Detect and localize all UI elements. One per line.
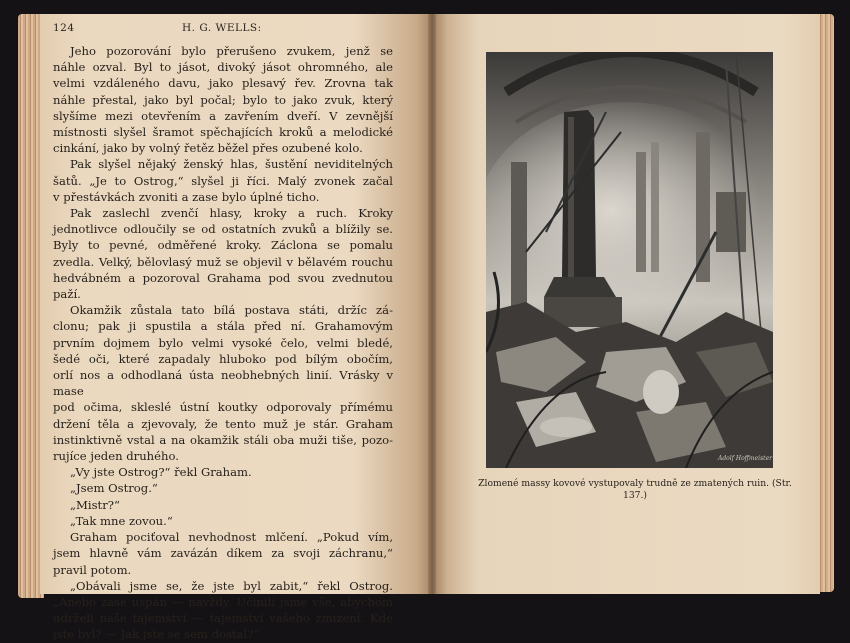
text-line: jsem hlavně vám zavázán díkem za svoji záchranu,“ xyxy=(53,546,393,561)
text-line: „Tak mne zovou.“ xyxy=(70,513,173,528)
text-line: šedé oči, které zapadaly hluboko pod bílým obočím, xyxy=(53,351,393,366)
paragraph xyxy=(53,302,393,464)
text-line: slyšíme mezi otevřením a zavřením dveří. V zevnější xyxy=(53,108,393,123)
book-gutter xyxy=(428,14,436,594)
text-line: šatů. „Je to Ostrog,“ slyšel ji říci. Malý zvonek začal xyxy=(53,173,393,188)
text-line: náhle ozval. Byl to jásot, divoký jásot ohromného, ale xyxy=(53,60,393,75)
text-line: Byly to pevné, odměřené kroky. Záclona se pomalu xyxy=(53,238,393,253)
text-line: instinktivně vstal a na okamžik stáli oba muži tiše, pozo- xyxy=(53,432,393,447)
paragraph xyxy=(53,480,393,496)
paragraph xyxy=(53,497,393,513)
text-line: „Vy jste Ostrog?“ řekl Graham. xyxy=(70,465,252,480)
paragraph xyxy=(53,205,393,302)
text-line: jednotlivce odloučily se od ostatních zvuků a blížily se. xyxy=(53,222,393,237)
body-text xyxy=(53,43,393,643)
page-number: 124 xyxy=(53,22,75,34)
text-line: Jeho pozorování bylo přerušeno zvukem, jenž se xyxy=(70,44,393,58)
text-line: náhle přestal, jako byl počal; bylo to jako zvuk, který xyxy=(53,92,393,107)
text-line: pravil potom. xyxy=(53,562,132,577)
illustration-signature: Adolf Hoffmeister xyxy=(718,455,772,462)
text-line: pod očima, skleslé ústní koutky odporovaly přímému xyxy=(53,400,393,415)
text-line: „Mistr?“ xyxy=(70,497,120,512)
text-line: rujíce jeden druhého. xyxy=(53,449,179,464)
text-line: paží. xyxy=(53,287,81,302)
text-line: „Anebo zase uspán — navždy. Učinili jsme vše, abychom xyxy=(53,594,393,609)
running-head: H. G. WELLS: xyxy=(182,22,262,34)
paragraph xyxy=(53,513,393,529)
text-line: „Obávali jsme se, že jste byl zabit,“ řekl Ostrog. xyxy=(70,578,393,593)
page-edges-right xyxy=(818,14,834,592)
paragraph xyxy=(53,43,393,156)
text-line: prvním dojmem bylo velmi vysoké čelo, velmi bledé, xyxy=(53,335,393,350)
illustration-plate xyxy=(486,52,773,468)
text-line: místnosti slyšel šramot spěchajících kroků a melodické xyxy=(53,125,393,140)
text-line: udrželi naše tajemství — tajemství vašeho zmizení. Kde xyxy=(53,611,393,626)
paragraph xyxy=(53,529,393,578)
paragraph xyxy=(53,156,393,205)
text-line: velmi vzdáleného davu, jako plesavý řev. Zrovna tak xyxy=(53,76,393,91)
paragraph xyxy=(53,578,393,643)
illustration-caption: Zlomené massy kovové vystupovaly trudně ze zmatených ruin. (Str. 137.) xyxy=(478,478,792,501)
text-line: cinkání, jako by volný řetěz běžel přes ozubené kolo. xyxy=(53,141,363,156)
text-line: Graham pociťoval nevhodnost mlčení. „Pokud vím, xyxy=(70,530,393,545)
text-line: „Jsem Ostrog.“ xyxy=(70,481,158,496)
text-line: jste byl? — Jak jste se sem dostal?“ xyxy=(53,627,260,642)
text-line: orlí nos a odhodlaná ústa neobhebných linií. Vrásky v mase xyxy=(53,368,393,399)
text-line: Pak zaslechl zvenčí hlasy, kroky a ruch. Kroky xyxy=(70,206,393,221)
text-line: Pak slyšel nějaký ženský hlas, šustění neviditelných xyxy=(70,157,393,172)
text-line: v přestávkách zvoniti a zase bylo úplné ticho. xyxy=(53,189,320,204)
ruins-illustration xyxy=(486,52,773,468)
text-line: clonu; pak ji spustila a stála před ní. Grahamovým xyxy=(53,319,393,334)
text-line: Okamžik zůstala tato bílá postava státi, držíc zá- xyxy=(70,303,393,318)
paragraph xyxy=(53,464,393,480)
text-line: hedvábném a pozoroval Grahama pod svou zvednutou xyxy=(53,270,393,285)
text-line: zvedla. Velký, bělovlasý muž se objevil v bělavém rouchu xyxy=(53,254,393,269)
text-line: držení těla a zjevovaly, že tento muž je stár. Graham xyxy=(53,416,393,431)
